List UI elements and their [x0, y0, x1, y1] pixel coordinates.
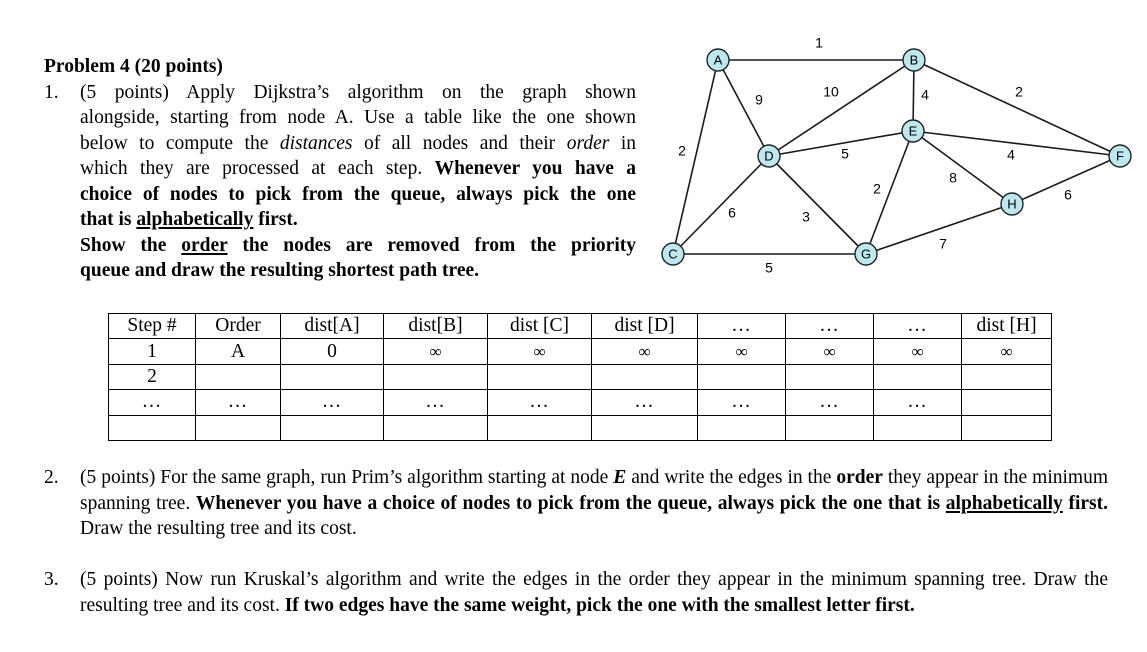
table-row: [109, 339, 1052, 364]
edge-weight-D-E: 5: [841, 145, 849, 162]
graph-node-C: [662, 243, 684, 265]
node-label-C: C: [668, 246, 678, 262]
table-header-cell: dist [H]: [962, 314, 1052, 339]
table-header-cell: dist[A]: [281, 314, 384, 339]
table-cell: [384, 415, 488, 440]
table-cell: [384, 364, 488, 389]
table-cell: …: [698, 390, 786, 415]
table-cell: [196, 415, 281, 440]
edge-weight-E-G: 2: [873, 180, 881, 197]
graph-node-E: [902, 120, 924, 142]
table-header-cell: Step #: [109, 314, 196, 339]
edge-D-B: [769, 60, 914, 156]
edge-weight-C-G: 5: [765, 259, 773, 276]
table-header-cell: Order: [196, 314, 281, 339]
table-cell: [962, 390, 1052, 415]
table-cell: …: [109, 390, 196, 415]
table-cell: [488, 415, 592, 440]
graph-node-G: [855, 243, 877, 265]
question-2: [44, 465, 1108, 542]
table-cell: …: [488, 390, 592, 415]
edge-weight-B-F: 2: [1015, 83, 1023, 100]
edge-weight-A-D: 9: [755, 91, 763, 108]
edge-weight-A-C: 2: [678, 142, 686, 159]
edge-weight-H-F: 6: [1064, 186, 1072, 203]
problem-1-section: [44, 54, 636, 284]
table-header-row: [109, 314, 1052, 339]
q1-line-2: alongside, starting from node A. Use a table like the one shown: [80, 107, 636, 128]
edge-weight-G-H: 7: [939, 235, 947, 252]
table-header-cell: dist[B]: [384, 314, 488, 339]
table-cell: …: [281, 390, 384, 415]
question-2-number: 2.: [44, 467, 59, 488]
node-label-E: E: [908, 123, 918, 139]
table-header-cell: …: [874, 314, 962, 339]
edge-weight-A-B: 1: [815, 34, 823, 51]
table-cell: [109, 415, 196, 440]
table-cell: [281, 364, 384, 389]
weighted-graph-diagram: [655, 30, 1135, 300]
q1-distances-emph: distances: [279, 132, 353, 154]
dijkstra-table: [108, 313, 1052, 441]
edge-weight-D-C: 6: [728, 204, 736, 221]
table-cell: ∞: [384, 339, 488, 364]
table-cell: [592, 415, 698, 440]
table-header-cell: dist [C]: [488, 314, 592, 339]
table-cell: [962, 364, 1052, 389]
graph-node-A: [707, 49, 729, 71]
q1-line-5: choice of nodes to pick from the queue, always pick the one: [80, 183, 636, 205]
table-cell: ∞: [874, 339, 962, 364]
table-cell: 0: [281, 339, 384, 364]
table-header-cell: …: [786, 314, 874, 339]
table-cell: [488, 364, 592, 389]
question-3-number: 3.: [44, 569, 59, 590]
table-cell: [874, 364, 962, 389]
table-cell: 1: [109, 339, 196, 364]
edge-D-C: [673, 156, 769, 254]
q1-line-4: which they are processed at each step. Whenever you have a: [80, 158, 636, 179]
table-cell: …: [196, 390, 281, 415]
problem-title: Problem 4 (20 points): [44, 56, 223, 77]
table-cell: ∞: [962, 339, 1052, 364]
edge-weight-E-F: 4: [1007, 146, 1015, 163]
edge-A-D: [718, 60, 769, 156]
table-cell: ∞: [786, 339, 874, 364]
node-label-G: G: [860, 246, 872, 262]
graph-node-D: [758, 145, 780, 167]
table-row: [109, 364, 1052, 389]
table-cell: [786, 364, 874, 389]
node-label-B: B: [909, 52, 919, 68]
q1-line-7: Show the order the nodes are removed from the priority: [80, 234, 636, 256]
table-cell: [698, 415, 786, 440]
edge-weight-D-B: 10: [823, 83, 839, 100]
q1-line-8: queue and draw the resulting shortest path tree.: [80, 260, 480, 281]
table-cell: …: [874, 390, 962, 415]
q1-order-emph: order: [566, 132, 610, 154]
table-cell: [698, 364, 786, 389]
q1-line-3: below to compute the distances of all nodes and their order in: [80, 132, 637, 154]
question-1: [44, 80, 636, 284]
table-header-cell: dist [D]: [592, 314, 698, 339]
graph-node-F: [1109, 145, 1131, 167]
graph-node-B: [903, 49, 925, 71]
table-cell: [196, 364, 281, 389]
table-cell: …: [786, 390, 874, 415]
edge-weight-B-E: 4: [921, 86, 929, 103]
table-cell: …: [384, 390, 488, 415]
table-cell: A: [196, 339, 281, 364]
q1-line-6: that is alphabetically first.: [80, 209, 298, 230]
table-cell: ∞: [488, 339, 592, 364]
edge-D-G: [769, 156, 866, 254]
edge-E-F: [913, 131, 1120, 156]
table-cell: …: [592, 390, 698, 415]
table-cell: ∞: [592, 339, 698, 364]
table-row: [109, 415, 1052, 440]
node-label-H: H: [1007, 196, 1017, 212]
q1-line-1: (5 points) Apply Dijkstra’s algorithm on the graph shown: [80, 81, 636, 103]
edge-B-F: [914, 60, 1120, 156]
question-3: [44, 567, 1108, 618]
node-label-F: F: [1116, 148, 1124, 164]
table-header-cell: …: [698, 314, 786, 339]
table-cell: ∞: [698, 339, 786, 364]
table-cell: [786, 415, 874, 440]
node-label-D: D: [764, 148, 774, 164]
question-1-number: 1.: [44, 81, 59, 103]
edge-weight-E-H: 8: [949, 169, 957, 186]
table-cell: [592, 364, 698, 389]
table-cell: 2: [109, 364, 196, 389]
question-3-text: (5 points) Now run Kruskal’s algorithm and write the edges in the order they appear in the minimum spanning tree. Draw the resulting tree and its cost. If two edges have the same weight, pick the one with the smallest letter first.: [80, 569, 1108, 616]
node-label-A: A: [713, 52, 723, 68]
table-cell: [962, 415, 1052, 440]
graph-node-H: [1001, 193, 1023, 215]
table-row: [109, 390, 1052, 415]
question-2-text: (5 points) For the same graph, run Prim’s algorithm starting at node E and write the edges in the order they appear in the minimum spanning tree. Whenever you have a choice of nodes to pick from the queue, always pick the one that is alphabetically first. Draw the resulting tree and its cost.: [80, 467, 1109, 539]
edge-weight-D-G: 3: [802, 208, 810, 225]
table-cell: [281, 415, 384, 440]
table-cell: [874, 415, 962, 440]
